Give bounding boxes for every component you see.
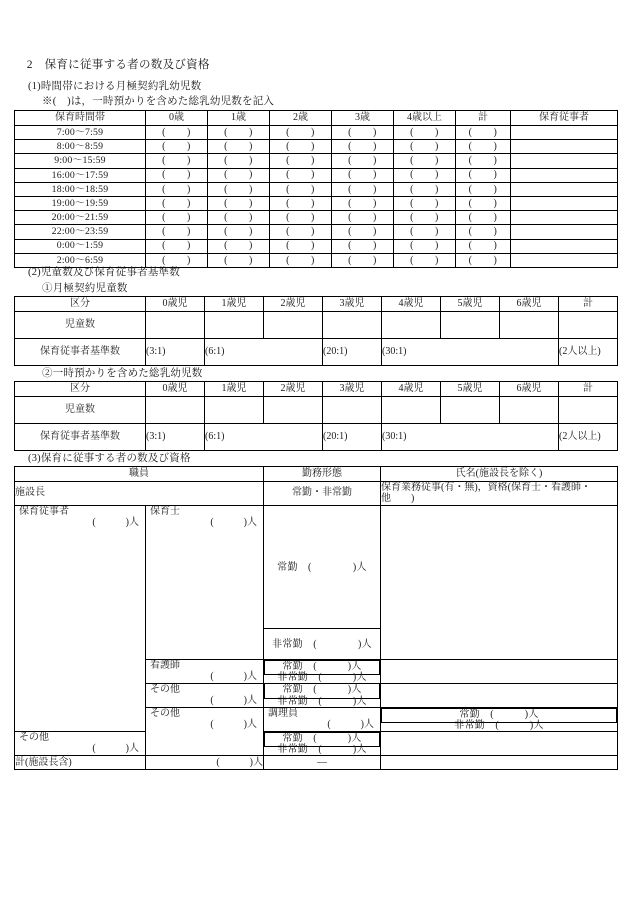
cell-age4plus[interactable]: ( )	[394, 154, 456, 168]
staff-group-label: その他	[150, 707, 180, 719]
col-header-age1: 1歳児	[205, 297, 264, 312]
cell-age4[interactable]	[382, 312, 441, 339]
work-type-cell[interactable]	[381, 708, 617, 732]
cell-age0[interactable]	[146, 312, 205, 339]
cell-age1[interactable]: ( )	[208, 126, 270, 140]
cell-age2[interactable]: ( )	[270, 168, 332, 182]
ratio-age0: (3:1)	[146, 424, 205, 451]
cell-age3[interactable]	[323, 397, 382, 424]
cell-age3[interactable]	[323, 312, 382, 339]
cell-age2[interactable]: ( )	[270, 211, 332, 225]
work-type-full-label: 常勤 ( )人	[277, 561, 367, 573]
staff-role-kangoshi	[146, 659, 264, 683]
table-row	[15, 239, 618, 253]
work-type-cell[interactable]	[264, 683, 380, 707]
staff-role-label: 看護師	[150, 659, 180, 671]
cell-caregiver[interactable]	[511, 196, 618, 210]
cell-age0[interactable]	[146, 397, 205, 424]
work-type-part-label: 非常勤 ( )人	[277, 695, 367, 707]
table-header-row	[15, 467, 618, 482]
cell-total[interactable]: ( )	[456, 253, 511, 267]
section3-heading: (3)保育に従事する者の数及び資格	[28, 453, 191, 464]
col-header-total: 計	[559, 382, 618, 397]
work-type-part-label: 非常勤 ( )人	[277, 744, 367, 756]
total-row	[15, 755, 618, 770]
cell-age3[interactable]: ( )	[332, 140, 394, 154]
cell-age0[interactable]: ( )	[146, 239, 208, 253]
director-name-note[interactable]: 保育業務従事(有・無)，資格(保育士・看護師・他 )	[381, 481, 618, 505]
table-row	[15, 211, 618, 225]
time-band-label: 18:00〜18:59	[15, 182, 146, 196]
name-cell-other-caregiver[interactable]	[381, 683, 618, 707]
cell-age1[interactable]: ( )	[208, 196, 270, 210]
section2-table2-heading: ②一時預かりを含めた総乳幼児数	[42, 368, 203, 379]
work-type-cell[interactable]	[264, 660, 380, 684]
col-header-total: 計	[456, 111, 511, 126]
table-row	[15, 225, 618, 239]
name-cell-other-other[interactable]	[381, 731, 618, 755]
row-label-caregiver-standard: 保育従事者基準数	[15, 339, 146, 366]
col-header-age0: 0歳児	[146, 382, 205, 397]
staff-role-row	[15, 505, 618, 628]
cell-total[interactable]: ( )	[456, 140, 511, 154]
section1-note: ※( )は，一時預かりを含めた総乳幼児数を記入	[42, 96, 275, 107]
table-header-row	[15, 297, 618, 312]
cell-age4plus[interactable]: ( )	[394, 225, 456, 239]
staff-role-count[interactable]: ( )人	[210, 695, 257, 707]
staff-role-count[interactable]: ( )人	[210, 517, 257, 529]
monthly-contract-children-table	[14, 296, 618, 366]
cell-age4plus[interactable]: ( )	[394, 140, 456, 154]
col-header-name: 氏名(施設長を除く)	[381, 467, 618, 482]
work-type-part-time[interactable]	[264, 628, 381, 659]
cell-total[interactable]: ( )	[456, 154, 511, 168]
col-header-work-type: 勤務形態	[264, 467, 381, 482]
ratio-total: (2人以上)	[559, 339, 618, 366]
time-band-label: 9:00〜15:59	[15, 154, 146, 168]
cell-caregiver[interactable]	[511, 253, 618, 267]
cell-age1[interactable]: ( )	[208, 225, 270, 239]
cell-age3[interactable]: ( )	[332, 211, 394, 225]
cell-caregiver[interactable]	[511, 239, 618, 253]
col-header-age3: 3歳	[332, 111, 394, 126]
cell-age2[interactable]	[264, 397, 323, 424]
cell-age0[interactable]: ( )	[146, 154, 208, 168]
total-count[interactable]: ( )人	[146, 755, 264, 770]
cell-age3[interactable]: ( )	[332, 154, 394, 168]
cell-age4plus[interactable]: ( )	[394, 126, 456, 140]
cell-age2[interactable]: ( )	[270, 196, 332, 210]
staff-group-count[interactable]: ( )人	[92, 517, 139, 529]
cell-age2[interactable]: ( )	[270, 225, 332, 239]
staff-group-caregiver	[15, 505, 146, 731]
work-type-full-label: 常勤 ( )人	[282, 660, 362, 672]
total-name-cell	[381, 755, 618, 770]
cell-age2[interactable]: ( )	[270, 154, 332, 168]
cell-age3[interactable]: ( )	[332, 225, 394, 239]
time-band-label: 22:00〜23:59	[15, 225, 146, 239]
col-header-age2: 2歳	[270, 111, 332, 126]
cell-age4[interactable]	[382, 397, 441, 424]
row-label-caregiver-standard: 保育従事者基準数	[15, 424, 146, 451]
col-header-age2: 2歳児	[264, 297, 323, 312]
cell-age2[interactable]: ( )	[270, 140, 332, 154]
total-children-including-temporary-table	[14, 381, 618, 451]
cell-age0[interactable]: ( )	[146, 126, 208, 140]
staff-role-label: 保育士	[150, 505, 180, 517]
cell-age0[interactable]: ( )	[146, 225, 208, 239]
cell-caregiver[interactable]	[511, 211, 618, 225]
cell-age1[interactable]: ( )	[208, 211, 270, 225]
cell-age2[interactable]	[264, 312, 323, 339]
staff-group-other	[146, 707, 264, 755]
work-type-full-label: 常勤 ( )人	[282, 732, 362, 744]
cell-age4plus[interactable]: ( )	[394, 182, 456, 196]
caregiver-standard-row	[15, 339, 618, 366]
cell-age0[interactable]: ( )	[146, 182, 208, 196]
cell-age4plus[interactable]: ( )	[394, 196, 456, 210]
row-label-children-count: 児童数	[15, 312, 146, 339]
col-header-time: 保育時間帯	[15, 111, 146, 126]
cell-age0[interactable]: ( )	[146, 211, 208, 225]
cell-age2[interactable]: ( )	[270, 253, 332, 267]
cell-age3[interactable]: ( )	[332, 182, 394, 196]
cell-total[interactable]: ( )	[456, 225, 511, 239]
cell-age0[interactable]: ( )	[146, 168, 208, 182]
section2-heading: (2)児童数及び保育従事者基準数	[28, 267, 180, 278]
ratio-age4-6: (30:1)	[382, 424, 559, 451]
cell-caregiver[interactable]	[511, 154, 618, 168]
section2-table1-heading: ①月極契約児童数	[42, 283, 128, 294]
col-header-kubun: 区分	[15, 297, 146, 312]
cell-age3[interactable]: ( )	[332, 196, 394, 210]
table-row	[15, 154, 618, 168]
time-band-label: 16:00〜17:59	[15, 168, 146, 182]
cell-caregiver[interactable]	[511, 225, 618, 239]
staff-table	[14, 466, 618, 770]
table-header-row	[15, 382, 618, 397]
work-type-cell[interactable]	[264, 732, 380, 756]
staff-role-count[interactable]: ( )人	[210, 671, 257, 683]
col-header-age1: 1歳児	[205, 382, 264, 397]
cell-total[interactable]: ( )	[456, 196, 511, 210]
col-header-age1: 1歳	[208, 111, 270, 126]
cell-age1[interactable]: ( )	[208, 239, 270, 253]
cell-caregiver[interactable]	[511, 126, 618, 140]
cell-total[interactable]: ( )	[456, 168, 511, 182]
director-work-type[interactable]: 常勤・非常勤	[264, 481, 381, 505]
director-row	[15, 481, 618, 505]
section1-heading: (1)時間帯における月極契約乳幼児数	[28, 81, 202, 92]
cell-age3[interactable]: ( )	[332, 253, 394, 267]
children-count-row	[15, 312, 618, 339]
col-header-age0: 0歳	[146, 111, 208, 126]
time-band-label: 19:00〜19:59	[15, 196, 146, 210]
work-type-full-time[interactable]	[264, 505, 381, 628]
col-header-age4: 4歳児	[382, 297, 441, 312]
cell-age2[interactable]: ( )	[270, 126, 332, 140]
ratio-age3: (20:1)	[323, 339, 382, 366]
staff-role-other-other	[15, 731, 146, 755]
table-header-row	[15, 111, 618, 126]
cell-age3[interactable]: ( )	[332, 239, 394, 253]
cell-caregiver[interactable]	[511, 168, 618, 182]
ratio-age1-2: (6:1)	[205, 339, 323, 366]
col-header-age3: 3歳児	[323, 297, 382, 312]
col-header-caregiver: 保育従事者	[511, 111, 618, 126]
staff-group-count[interactable]: ( )人	[210, 719, 257, 731]
cell-total[interactable]: ( )	[456, 182, 511, 196]
work-type-full-label: 常勤 ( )人	[282, 684, 362, 696]
col-header-age6: 6歳児	[500, 297, 559, 312]
cell-caregiver[interactable]	[511, 140, 618, 154]
staff-role-label: その他	[150, 683, 180, 695]
staff-role-other-caregiver	[146, 683, 264, 707]
staff-group-label: 保育従事者	[19, 505, 69, 517]
work-type-part-label: 非常勤 ( )人	[272, 638, 372, 650]
staff-role-label: その他	[19, 731, 49, 743]
cell-age1[interactable]: ( )	[208, 253, 270, 267]
cell-age0[interactable]: ( )	[146, 140, 208, 154]
col-header-kubun: 区分	[15, 382, 146, 397]
cell-age4plus[interactable]: ( )	[394, 168, 456, 182]
ratio-age1-2: (6:1)	[205, 424, 323, 451]
ratio-age0: (3:1)	[146, 339, 205, 366]
cell-age4plus[interactable]: ( )	[394, 239, 456, 253]
staff-role-row	[15, 731, 618, 755]
section-number: 2	[26, 59, 33, 71]
work-type-part-label: 非常勤 ( )人	[454, 720, 544, 732]
col-header-age5: 5歳児	[441, 297, 500, 312]
col-header-age6: 6歳児	[500, 382, 559, 397]
time-band-label: 8:00〜8:59	[15, 140, 146, 154]
cell-age1[interactable]: ( )	[208, 182, 270, 196]
table-row	[15, 140, 618, 154]
cell-age1[interactable]: ( )	[208, 168, 270, 182]
cell-caregiver[interactable]	[511, 182, 618, 196]
staff-role-hoikushi	[146, 505, 264, 659]
staff-role-chorin	[264, 707, 381, 731]
col-header-age0: 0歳児	[146, 297, 205, 312]
col-header-age2: 2歳児	[264, 382, 323, 397]
staff-role-label: 調理員	[268, 707, 298, 719]
section-title-text: 保育に従事する者の数及び資格	[44, 59, 210, 71]
staff-role-count[interactable]: ( )人	[327, 719, 374, 731]
cell-total[interactable]: ( )	[456, 126, 511, 140]
cell-age4plus[interactable]: ( )	[394, 253, 456, 267]
ratio-age4-6: (30:1)	[382, 339, 559, 366]
col-header-age4plus: 4歳以上	[394, 111, 456, 126]
cell-age1[interactable]: ( )	[208, 154, 270, 168]
col-header-staff: 職員	[15, 467, 264, 482]
total-work-type: —	[264, 755, 381, 770]
cell-total[interactable]	[559, 397, 618, 424]
cell-age2[interactable]: ( )	[270, 239, 332, 253]
time-band-label: 2:00〜6:59	[15, 253, 146, 267]
time-band-label: 0:00〜1:59	[15, 239, 146, 253]
cell-age3[interactable]: ( )	[332, 126, 394, 140]
col-header-age5: 5歳児	[441, 382, 500, 397]
cell-age1[interactable]: ( )	[208, 140, 270, 154]
cell-age6[interactable]	[500, 312, 559, 339]
col-header-age3: 3歳児	[323, 382, 382, 397]
cell-age0[interactable]: ( )	[146, 196, 208, 210]
row-label-children-count: 児童数	[15, 397, 146, 424]
ratio-total: (2人以上)	[559, 424, 618, 451]
time-band-table	[14, 110, 618, 268]
name-cell-hoikushi[interactable]	[381, 505, 618, 659]
cell-age0[interactable]: ( )	[146, 253, 208, 267]
cell-age4plus[interactable]: ( )	[394, 211, 456, 225]
cell-age1[interactable]	[205, 312, 264, 339]
col-header-age4: 4歳児	[382, 382, 441, 397]
work-type-part-label: 非常勤 ( )人	[277, 672, 367, 684]
children-count-row	[15, 397, 618, 424]
table-row	[15, 196, 618, 210]
work-type-full-label: 常勤 ( )人	[459, 708, 539, 720]
col-header-total: 計	[559, 297, 618, 312]
caregiver-standard-row	[15, 424, 618, 451]
cell-age2[interactable]: ( )	[270, 182, 332, 196]
cell-age1[interactable]	[205, 397, 264, 424]
time-band-label: 7:00〜7:59	[15, 126, 146, 140]
cell-total[interactable]	[559, 312, 618, 339]
table-row	[15, 182, 618, 196]
cell-age3[interactable]: ( )	[332, 168, 394, 182]
staff-role-count[interactable]: ( )人	[92, 743, 139, 755]
time-band-label: 20:00〜21:59	[15, 211, 146, 225]
table-row	[15, 126, 618, 140]
cell-total[interactable]: ( )	[456, 211, 511, 225]
cell-age5[interactable]	[441, 397, 500, 424]
total-label: 計(施設長含)	[15, 755, 146, 770]
name-cell-kangoshi[interactable]	[381, 659, 618, 683]
ratio-age3: (20:1)	[323, 424, 382, 451]
table-row	[15, 168, 618, 182]
director-label: 施設長	[15, 481, 264, 505]
cell-age6[interactable]	[500, 397, 559, 424]
cell-age5[interactable]	[441, 312, 500, 339]
cell-total[interactable]: ( )	[456, 239, 511, 253]
